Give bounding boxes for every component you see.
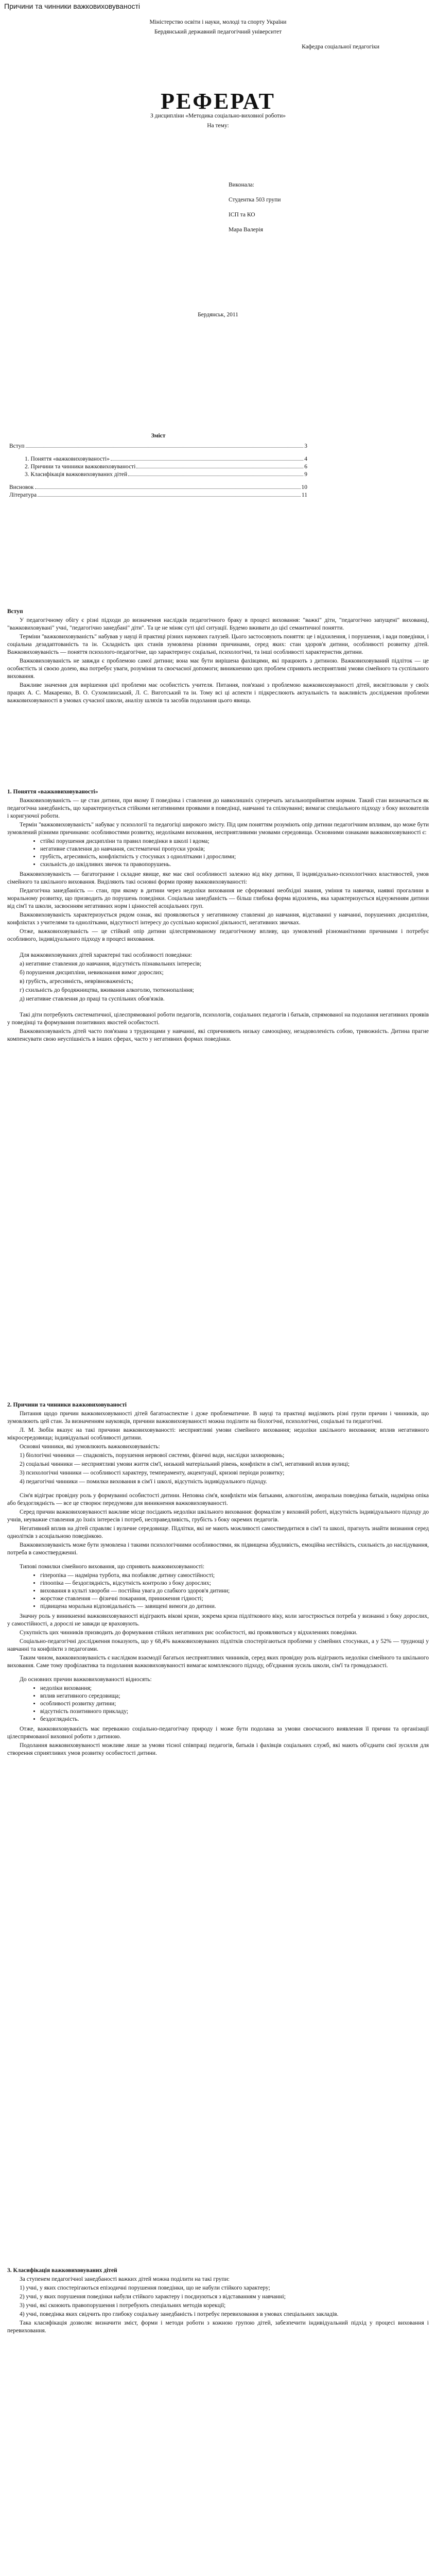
list-item: 2) соціальні чинники — несприятливі умови життя сім'ї, низький матеріальний рівень, конфлікти в сім'ї, негативний вплив вулиці; bbox=[20, 1461, 350, 1467]
causes-list bbox=[7, 1685, 429, 1723]
paragraph: Для важковиховуваних дітей характерні такі особливості поведінки: bbox=[20, 952, 193, 958]
section-heading: 1. Поняття «важковиховуваності» bbox=[7, 789, 98, 795]
big-title: РЕФЕРАТ bbox=[161, 89, 275, 114]
list-item: в) грубість, агресивність, неврівноваженість; bbox=[20, 978, 133, 985]
paragraph: Отже, важковиховуваність — це стійкий опір дитини цілеспрямованому педагогічному впливу, що зумовлений різноманітними причинами і потребує особливого, індивідуального підходу в процесі виховання. bbox=[7, 928, 429, 942]
paragraph: У педагогічному обігу є різні підходи до визначення наслідків педагогічного браку в процесі виховання: "важкі" діти, "педагогічно запущені" вихованці, "важковиховувані" учні, "педагогічно занедбані" діти". Та це не міняє суті цієї ситуації. Будемо вживати до цієї семантичної понятти. bbox=[7, 617, 429, 631]
paragraph: Таким чином, важковиховуваність є наслідком взаємодії багатьох несприятливих чинників, серед яких провідну роль відіграють недоліки сімейного та шкільного виховання. Саме тому профілактика та подолання важковиховуваності вимагає комплексного підходу, об'єднання зусиль школи, сім'ї та громадськості. bbox=[7, 1655, 429, 1669]
paragraph: Подолання важковиховуваності можливе лише за умови тісної співпраці педагогів, батьків і фахівців соціальних служб, які мають об'єднати свої зусилля для створення сприятливих умов розвитку особистості дитини. bbox=[7, 1742, 429, 1756]
list-item: • особливості розвитку дитини; bbox=[40, 1700, 429, 1708]
toc-item[interactable]: 3. Класифікація важковиховуваних дітей 9 bbox=[25, 471, 307, 478]
list-item: • підвищена моральна відповідальність — завищені вимоги до дитини. bbox=[40, 1603, 429, 1611]
list-item: • схильність до шкідливих звичок та правопорушень. bbox=[40, 861, 429, 869]
table-of-contents bbox=[0, 429, 436, 499]
list-item: • жорстоке ставлення — фізичні покарання, приниження гідності; bbox=[40, 1595, 429, 1603]
list-item: 4) педагогічні чинники — помилки виховання в сім'ї і школі, відсутність індивідуального підходу. bbox=[20, 1479, 267, 1485]
paragraph: Важковиховуваність — це стан дитини, при якому її поведінка і ставлення до навколишніх суперечать загальноприйнятим нормам. Такий стан визначається як педагогічна занедбаність, що характеризується стійкими негативними проявами в поведінці, навчанні та спілкуванні; вимагає спеціального підходу з боку вихователів і коригуючої роботи. bbox=[7, 798, 429, 819]
paragraph: 4) учні, поведінка яких свідчить про глибоку соціальну занедбаність і потребує перевиховання в умовах спеціальних закладів. bbox=[20, 2311, 339, 2317]
list-item: г) схильність до бродяжництва, вживання алкоголю, тютюнопаління; bbox=[20, 987, 194, 993]
paragraph: Термін "важковиховуваність" набуває у психології та педагогіці широкого змісту. Під цим поняттям розуміють опір дитини педагогічним впливам, що може бути зумовлений різними причинами: особливостями розвитку, недоліками виховання, несприятливими умовами середовища. Основними ознаками важковиховуваності є: bbox=[7, 822, 429, 836]
list-item: д) негативне ставлення до праці та суспільних обов'язків. bbox=[20, 996, 165, 1002]
paragraph: Питання щодо причин важковиховуваності дітей багатоаспектне і дуже проблематичне. В науці та практиці виділяють різні групи причин і чинників, що зумовлюють цей стан. За визначенням науковців, причини важковиховуваності можна поділити на біологічні, психологічні, соціальні та педагогічні. bbox=[7, 1411, 429, 1425]
paragraph: Важковиховуваність може бути зумовлена і такими психологічними особливостями, як підвищена збудливість, емоційна нестійкість, схильність до наслідування, потреба в самоствердженні. bbox=[7, 1542, 429, 1556]
toc-item[interactable]: 1. Поняття «важковиховуваності» 4 bbox=[25, 456, 307, 462]
paragraph: Терміни "важковиховуваність" набував у науці й практиці різних наукових галузей. Цього застосовують поняття: це і відхилення, і порушення, і вади поведінки, і соціальна дезадаптованість та ін. Складність цих станів зумовлена різними причинами, серед яких: стан здоров'я дитини, особливості розвитку дітей. Важковиховуваність — поняття психолого-педагогічне, що характеризує соціальні, психологічні, та інші особливості характеристик дитини. bbox=[7, 634, 429, 655]
list-item: • бездоглядність. bbox=[40, 1716, 429, 1723]
paragraph: Важливе значення для вирішення цієї проблеми має особистість учителя. Питання, пов'язані з проблемою важковиховуваності дітей, висвітлювали у своїх працях А. С. Макаренко, В. О. Сухомлинський, Л. С. Виготський та ін. Тому всі ці аспекти і підкреслюють актуальність та важливість дослідження проблеми важковиховуваності в умовах сучасної школи, аналізу шляхів та засобів подолання цього явища. bbox=[7, 682, 429, 704]
toc-heading: Зміст bbox=[151, 433, 166, 439]
section-3 bbox=[0, 2267, 436, 2336]
paragraph: Значну роль у виникненні важковиховуваності відіграють вікові кризи, зокрема криза підліткового віку, коли загострюється потреба у визнанні з боку дорослих, у самостійності, а дорослі не завжди це враховують. bbox=[7, 1613, 429, 1627]
section-1 bbox=[0, 788, 436, 1044]
feature-list bbox=[7, 838, 429, 869]
author-line: Виконала: bbox=[229, 182, 254, 188]
section-heading: 3. Класифікація важковиховуваних дітей bbox=[7, 2267, 117, 2274]
family-errors-list bbox=[7, 1572, 429, 1611]
paragraph: Соціально-педагогічні дослідження показують, що у 68,4% важковиховуваних підлітків спостерігаються проблеми у сімейних стосунках, а у 52% — труднощі у навчанні та конфлікти з педагогами. bbox=[7, 1638, 429, 1652]
toc-item[interactable]: 2. Причини та чинники важковиховуваності 6 bbox=[25, 464, 307, 470]
paragraph: 2) учні, у яких порушення поведінки набули стійкого характеру і поєднуються з відставанням у навчанні; bbox=[20, 2294, 286, 2300]
paragraph: Серед причин важковиховуваності важливе місце посідають недоліки шкільного виховання: формалізм у виховній роботі, відсутність індивідуального підходу до учнів, неуважне ставлення до їхніх інтересів і потреб, несправедливість, грубість з боку окремих педагогів. bbox=[7, 1509, 429, 1523]
list-item: • відсутність позитивного прикладу; bbox=[40, 1708, 429, 1716]
subject-line: З дисципліни «Методика соціально-виховної роботи» bbox=[150, 113, 286, 119]
ministry-line: Міністерство освіти і науки, молоді та спорту України bbox=[149, 19, 287, 25]
document-title: Причини та чинники важковиховуваності bbox=[4, 2, 141, 10]
paragraph: Важковиховуваність характеризується рядом ознак, які проявляються у негативному ставленні до навчання, відставанні у навчанні, порушеннях дисципліни, конфліктах з учителями та однолітками, відсутності інтересу до суспільно корисної діяльності, негативних звичках. bbox=[7, 912, 429, 926]
paragraph: Основні чинники, які зумовлюють важковиховуваність: bbox=[20, 1444, 160, 1450]
paragraph: 1) учні, у яких спостерігаються епізодичні порушення поведінки, що не набули стійкого характеру; bbox=[20, 2285, 270, 2291]
toc-item[interactable]: Вступ 3 bbox=[9, 443, 307, 449]
paragraph: Такі діти потребують систематичної, цілеспрямованої роботи педагогів, психологів, соціальних педагогів і батьків, спрямованої на подолання негативних проявів у поведінці та формування позитивних якостей особистості. bbox=[7, 1012, 429, 1026]
paragraph: Сукупність цих чинників призводить до формування стійких негативних рис особистості, які проявляються у відхиленнях поведінки. bbox=[20, 1630, 358, 1636]
list-item: 1) біологічні чинники — спадковість, порушення нервової системи, фізичні вади, наслідки захворювань; bbox=[20, 1452, 285, 1459]
section-heading: Вступ bbox=[7, 608, 23, 615]
list-item: • виховання в культі хвороби — постійна увага до слабкого здоров'я дитини; bbox=[40, 1587, 429, 1595]
factor-list bbox=[7, 1452, 429, 1486]
section-heading: 2. Причини та чинники важковиховуваності bbox=[7, 1402, 127, 1408]
paragraph: За ступенем педагогічної занедбаності важких дітей можна поділити на такі групи: bbox=[20, 2276, 230, 2282]
author-line: Мара Валерія bbox=[229, 227, 264, 233]
topic-line: На тему: bbox=[207, 123, 229, 129]
list-item: 3) психологічні чинники — особливості характеру, темпераменту, акцентуації, кризові періоди розвитку; bbox=[20, 1470, 285, 1476]
toc-item[interactable]: Література 11 bbox=[9, 492, 307, 498]
paragraph: Важковиховуваність дітей часто пов'язана з труднощами у навчанні, які спричиняють низьку самооцінку, незадоволеність собою, тривожність. Дитина прагне компенсувати свою неуспішність в інших сферах, часто у негативних формах поведінки. bbox=[7, 1028, 429, 1042]
paragraph: Типові помилки сімейного виховання, що сприяють важковиховуваності: bbox=[20, 1564, 205, 1570]
paragraph: Важковиховуваність — багатогранне і складне явище, яке має свої особливості залежно від віку дитини, її індивідуально-психологічних властивостей, умов сімейного та шкільного виховання. Виділяють такі основні форми прояву важковиховуваності: bbox=[7, 871, 429, 885]
list-item: а) негативне ставлення до навчання, відсутність пізнавальних інтересів; bbox=[20, 961, 202, 967]
list-item: б) порушення дисципліни, невиконання вимог дорослих; bbox=[20, 970, 164, 976]
toc-item[interactable]: Висновок 10 bbox=[9, 484, 307, 490]
list-item: • вплив негативного середовища; bbox=[40, 1692, 429, 1700]
university-line: Бердянський державний педагогічний університет bbox=[154, 29, 282, 35]
paragraph: Така класифікація дозволяє визначити зміст, форми і методи роботи з кожною групою дітей, забезпечити індивідуальний підхід у процесі виховання і перевиховання. bbox=[7, 2320, 429, 2334]
city-year: Бердянськ, 2011 bbox=[198, 312, 238, 318]
paragraph: Л. М. Зюбін вказує на такі причини важковиховуваності: несприятливі умови сімейного виховання; недоліки шкільного виховання; вплив негативного мікросередовища; індивідуальні особливості дитини. bbox=[7, 1427, 429, 1441]
author-line: ІСП та КО bbox=[229, 212, 255, 218]
list-item: • стійкі порушення дисципліни та правил поведінки в школі і вдома; bbox=[40, 838, 429, 845]
paragraph: Негативний вплив на дітей справляє і вуличне середовище. Підлітки, які не мають можливості самоствердитися в сім'ї та школі, прагнуть знайти визнання серед однолітків з асоціальною поведінкою. bbox=[7, 1526, 429, 1539]
list-item: • негативне ставлення до навчання, систематичні пропуски уроків; bbox=[40, 845, 429, 853]
list-item: • грубість, агресивність, конфліктність у стосунках з однолітками і дорослими; bbox=[40, 853, 429, 861]
features-list bbox=[7, 960, 429, 1003]
paragraph: Педагогічна занедбаність — стан, при якому в дитини через недоліки виховання не сформовані необхідні знання, уміння та навички, наявні прогалини в моральному розвитку, що призводить до порушень поведінки. Соціальна занедбаність — більш глибока форма відхилень, яка характеризується відчуженням дитини від сім'ї та школи, засвоєнням негативних норм і цінностей асоціальних груп. bbox=[7, 888, 429, 909]
author-line: Студентка 503 групи bbox=[229, 197, 281, 203]
paragraph: Отже, важковиховуваність має переважно соціально-педагогічну природу і може бути подолана за умови своєчасного виявлення її причин та організації цілеспрямованої виховної роботи з дитиною. bbox=[7, 1726, 429, 1740]
department-line: Кафедра соціальної педагогіки bbox=[302, 44, 379, 50]
paragraph: До основних причин важковиховуваності відносять: bbox=[20, 1676, 152, 1683]
section-2 bbox=[0, 1401, 436, 1758]
list-item: • гіпоопіка — бездоглядність, відсутність контролю з боку дорослих; bbox=[40, 1580, 429, 1587]
list-item: • недоліки виховання; bbox=[40, 1685, 429, 1692]
paragraph: Сім'я відіграє провідну роль у формуванні особистості дитини. Неповна сім'я, конфлікти між батьками, алкоголізм, аморальна поведінка батьків, надмірна опіка або бездоглядність — все це створює передумови для виникнення важковиховуваності. bbox=[7, 1493, 429, 1506]
paragraph: 3) учні, які скоюють правопорушення і потребують спеціальних методів корекції; bbox=[20, 2302, 226, 2309]
title-page bbox=[0, 15, 436, 407]
paragraph: Важковиховуваність не завжди є проблемою самої дитини; вона має бути вирішена фахівцями, які працюють з дитиною. Важковиховуваний підліток — це особистість зі своєю долею, яка потребує уваги, розуміння та своєчасної допомоги; виникненню цих проблем сприяють несприятливі умови сімейного та суспільного виховання. bbox=[7, 658, 429, 680]
author-block bbox=[0, 181, 436, 234]
list-item: • гіперопіка — надмірна турбота, яка позбавляє дитину самостійності; bbox=[40, 1572, 429, 1580]
intro-section bbox=[0, 608, 436, 706]
